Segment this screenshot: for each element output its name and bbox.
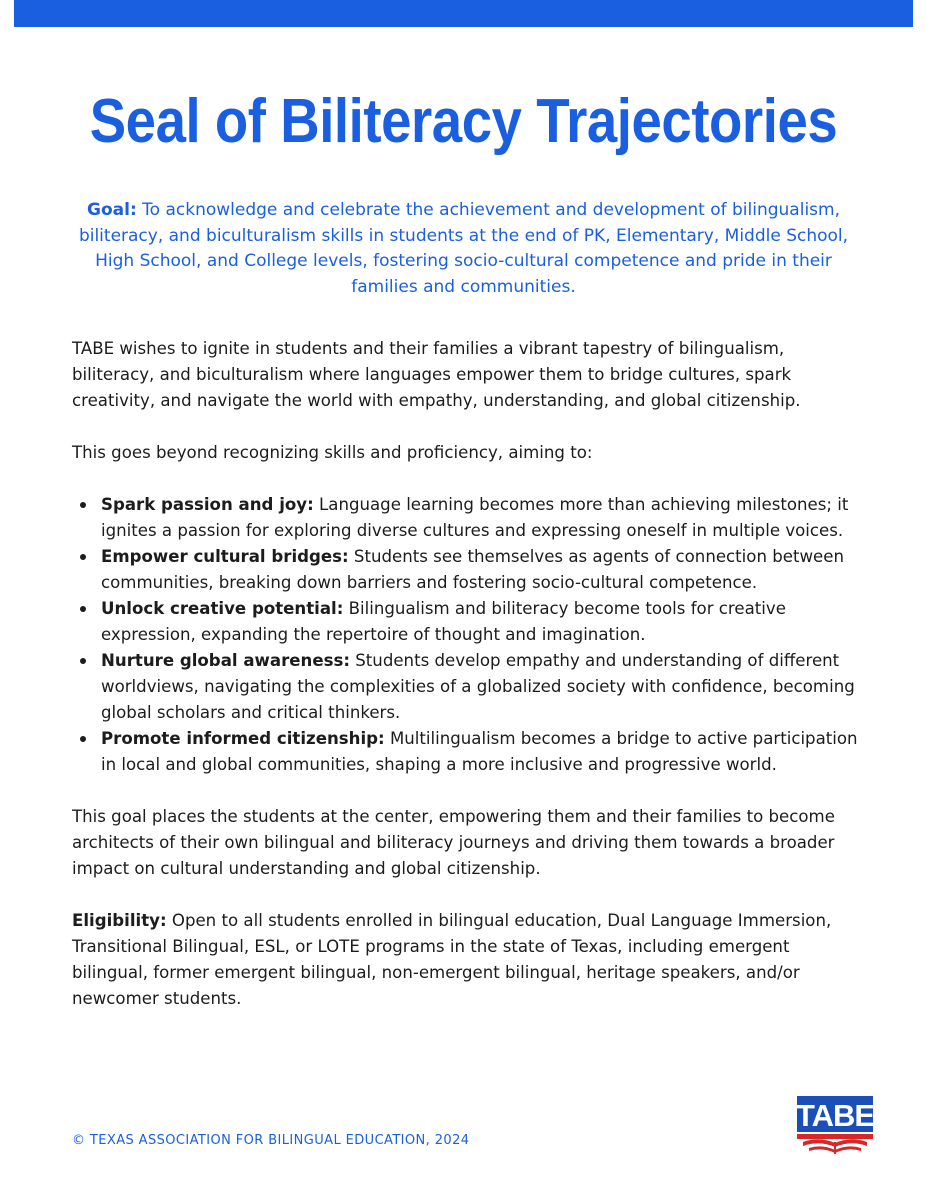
page-title: Seal of Biliteracy Trajectories bbox=[89, 87, 838, 156]
goal-statement bbox=[72, 198, 855, 300]
aims-list bbox=[72, 492, 862, 778]
lead-paragraph: This goes beyond recognizing skills and proficiency, aiming to: bbox=[72, 443, 593, 462]
list-item-heading: Nurture global awareness: bbox=[101, 651, 350, 670]
list-item bbox=[72, 726, 862, 778]
list-item-heading: Promote informed citizenship: bbox=[101, 729, 385, 748]
goal-text: To acknowledge and celebrate the achievement and development of bilingualism, biliteracy, and biculturalism skills in students at the end of PK, Elementary, Middle School, High School, and College levels, fostering socio-cultural competence and pride in their families and communities. bbox=[78, 200, 849, 297]
list-item-text: Bilingualism and biliteracy become tools for creative expression, expanding the repertoire of thought and imagination. bbox=[101, 599, 786, 644]
goal-label: Goal: bbox=[87, 200, 137, 220]
eligibility-paragraph bbox=[72, 908, 862, 1012]
list-item-text: Students see themselves as agents of connection between communities, breaking down barriers and fostering socio-cultural competence. bbox=[101, 547, 844, 592]
closing-paragraph: This goal places the students at the center, empowering them and their families to become architects of their own bilingual and biliteracy journeys and driving them towards a broader impact on cultural understanding and global citizenship. bbox=[72, 807, 835, 878]
bullet-icon bbox=[80, 658, 86, 664]
bullet-icon bbox=[80, 502, 86, 508]
top-accent-bar bbox=[14, 0, 913, 27]
tabe-logo-icon bbox=[797, 1096, 873, 1156]
list-item bbox=[72, 544, 862, 596]
list-item-heading: Empower cultural bridges: bbox=[101, 547, 349, 566]
bullet-icon bbox=[80, 606, 86, 612]
body-content bbox=[72, 336, 862, 1012]
bullet-icon bbox=[80, 736, 86, 742]
copyright-footer: © TEXAS ASSOCIATION FOR BILINGUAL EDUCATION, 2024 bbox=[72, 1133, 470, 1148]
list-item bbox=[72, 648, 862, 726]
intro-paragraph: TABE wishes to ignite in students and their families a vibrant tapestry of bilingualism, biliteracy, and biculturalism where languages empower them to bridge cultures, spark creativity, and navigate the world with empathy, understanding, and global citizenship. bbox=[72, 339, 801, 410]
svg-text:TABE: TABE bbox=[797, 1098, 873, 1133]
list-item-text: Language learning becomes more than achieving milestones; it ignites a passion for exploring diverse cultures and expressing oneself in multiple voices. bbox=[101, 495, 849, 540]
list-item bbox=[72, 492, 862, 544]
list-item-text: Students develop empathy and understanding of different worldviews, navigating the complexities of a globalized society with confidence, becoming global scholars and critical thinkers. bbox=[101, 651, 855, 722]
list-item bbox=[72, 596, 862, 648]
eligibility-label: Eligibility: bbox=[72, 911, 167, 930]
list-item-text: Multilingualism becomes a bridge to active participation in local and global communities, shaping a more inclusive and progressive world. bbox=[101, 729, 858, 774]
eligibility-text: Open to all students enrolled in bilingual education, Dual Language Immersion, Transitional Bilingual, ESL, or LOTE programs in the state of Texas, including emergent bilingual, former emergent bilingual, non-emergent bilingual, heritage speakers, and/or newcomer students. bbox=[72, 911, 832, 1008]
list-item-heading: Unlock creative potential: bbox=[101, 599, 344, 618]
bullet-icon bbox=[80, 554, 86, 560]
list-item-heading: Spark passion and joy: bbox=[101, 495, 314, 514]
